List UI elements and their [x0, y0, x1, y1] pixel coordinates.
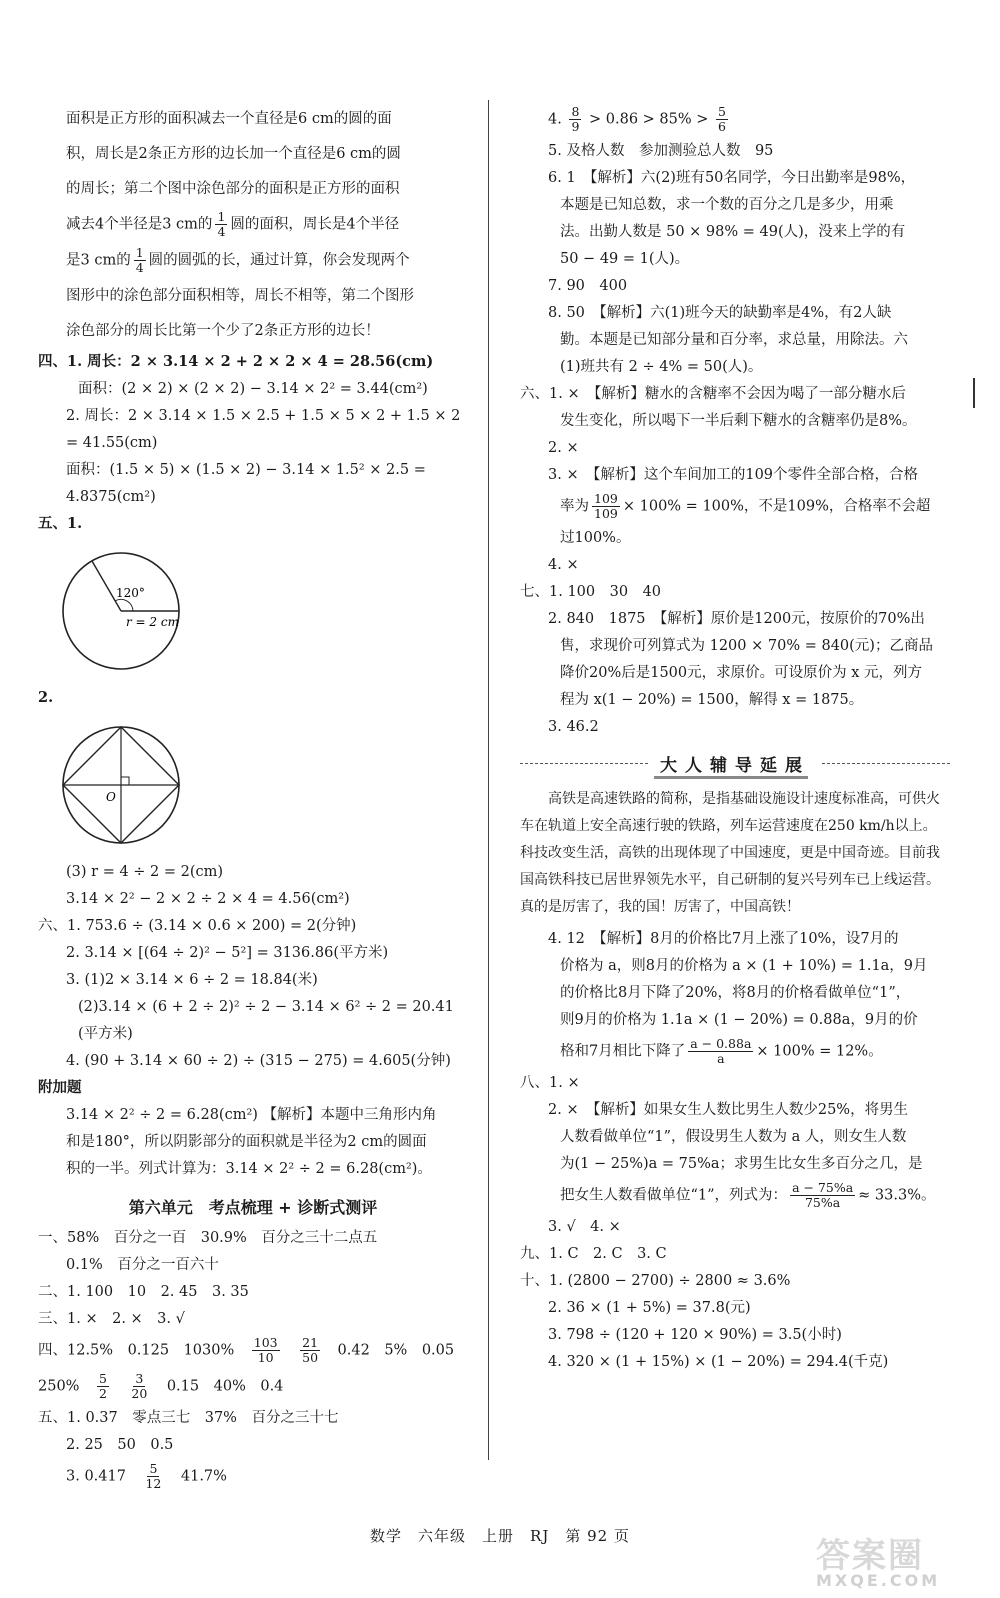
answer-line: 4. × [548, 557, 579, 573]
answer-line: 3. √ 4. × [548, 1219, 621, 1235]
answer-line: 售，求现价可列算式为 1200 × 70% = 840(元)；乙商品 [560, 638, 933, 654]
answer-line: 九、1. C 2. C 3. C [520, 1246, 667, 1262]
answer-line: 4. $\frac{8}{9}$ > 0.86 > 85% > $\frac{5}{6}$ [548, 104, 726, 134]
answer-line: 一、58% 百分之一百 30.9% 百分之三十二点五 [38, 1230, 378, 1246]
answer-line: 2. 3.14 × [(64 ÷ 2)² − 5²] = 3136.86(平方米) [66, 945, 389, 961]
answer-line: 过100%。 [560, 530, 631, 546]
dashed-rule [822, 763, 950, 764]
intro-line: 是3 cm的 $\frac{1}{4}$ 圆的圆弧的长，通过计算，你会发现两个 [66, 245, 410, 275]
watermark-text: 答案圈 [816, 1536, 924, 1576]
answer-line: 2. × [548, 440, 579, 456]
answer-line: 4. (90 + 3.14 × 60 ÷ 2) ÷ (315 − 275) = 4.605(分钟) [66, 1053, 451, 1069]
answer-line: 勤。本题是已知部分量和百分率，求总量，用除法。六 [560, 332, 908, 348]
center-label: O [106, 790, 116, 804]
answer-line: 面积：(2 × 2) × (2 × 2) − 3.14 × 2² = 3.44(cm²) [78, 381, 428, 397]
intro-line: 涂色部分的周长比第一个少了2条正方形的边长！ [66, 323, 380, 339]
fraction: $\frac{109}{109}$ [594, 491, 618, 521]
answer-line: = 41.55(cm) [66, 435, 158, 451]
answer-line: 四、12.5% 0.125 1030% $\frac{103}{10}$ $\frac{21}{50}$ 0.42 5% 0.05 [38, 1335, 455, 1365]
answer-line: 程为 x(1 − 20%) = 1500，解得 x = 1875。 [560, 692, 864, 708]
intro-line: 减去4个半径是3 cm的 $\frac{1}{4}$ 圆的面积，周长是4个半径 [66, 209, 400, 239]
answer-line: 0.1% 百分之一百六十 [66, 1257, 219, 1273]
fraction: $\frac{5}{12}$ [145, 1461, 162, 1491]
fraction: $\frac{5}{2}$ [98, 1371, 107, 1401]
left-column [38, 98, 468, 1498]
angle-label: 120° [116, 586, 145, 600]
margin-mark [973, 378, 975, 408]
answer-line: 50 − 49 = 1(人)。 [560, 251, 690, 267]
section-label: 附加题 [38, 1079, 82, 1096]
intro-line: 面积是正方形的面积减去一个直径是6 cm的圆的面 [66, 111, 392, 127]
fraction: $\frac{21}{50}$ [302, 1335, 319, 1365]
dashed-rule [520, 763, 648, 764]
column-divider [488, 100, 489, 1460]
box-header [520, 751, 950, 776]
answer-line: 4.8375(cm²) [66, 489, 156, 505]
answer-line: 8. 50 【解析】六(1)班今天的缺勤率是4%，有2人缺 [548, 305, 892, 321]
fraction: $\frac{a - 0.88a}{a}$ [690, 1036, 752, 1066]
right-column [520, 98, 950, 1379]
answer-line: 六、1. 753.6 ÷ (3.14 × 0.6 × 200) = 2(分钟) [38, 918, 357, 934]
answer-line: 2. 840 1875 【解析】原价是1200元，按原价的70%出 [548, 611, 925, 627]
answer-line: 3. × 【解析】这个车间加工的109个零件全部合格，合格 [548, 467, 919, 483]
answer-line: 法。出勤人数是 50 × 98% = 49(人)，没来上学的有 [560, 224, 906, 240]
answer-line: 面积：(1.5 × 5) × (1.5 × 2) − 3.14 × 1.5² × 2.5 = [66, 462, 426, 478]
circle-figure-2 [54, 715, 194, 855]
box-paragraph: 高铁是高速铁路的简称，是指基础设施设计速度标准高，可供火车在轨道上安全高速行驶的铁路，列车运营速度在250 km/h以上。科技改变生活，高铁的出现体现了中国速度，更是中国奇迹。目前我国高铁科技已居世界领先水平，自己研制的复兴号列车已上线运营。真的是厉害了，我的国！厉害了，中国高铁！ [520, 791, 940, 915]
watermark-logo [816, 1528, 986, 1588]
intro-line: 的周长；第二个图中涂色部分的面积是正方形的面积 [66, 181, 400, 197]
answer-line: 积的一半。列式计算为：3.14 × 2² ÷ 2 = 6.28(cm²)。 [66, 1161, 432, 1177]
answer-line: (3) r = 4 ÷ 2 = 2(cm) [66, 864, 224, 880]
answer-line: 七、1. 100 30 40 [520, 584, 662, 600]
box-title: 大人辅导延展 [648, 751, 822, 776]
answer-line: 4. 12 【解析】8月的价格比7月上涨了10%，设7月的 [548, 931, 899, 947]
page-footer: 数学 六年级 上册 RJ 第 92 页 [370, 1527, 630, 1545]
answer-line: 率为 $\frac{109}{109}$ × 100% = 100%，不是109%，合格率不会超 [560, 491, 931, 521]
answer-line: 价格为 a，则8月的价格为 a × (1 + 10%) = 1.1a，9月 [560, 958, 928, 974]
answer-line: 八、1. × [520, 1075, 580, 1091]
circle-figure-1 [54, 541, 194, 681]
answer-line: 2. 36 × (1 + 5%) = 37.8(元) [548, 1300, 751, 1316]
answer-line: 3. 798 ÷ (120 + 120 × 90%) = 3.5(小时) [548, 1327, 842, 1343]
answer-line: (1)班共有 2 ÷ 4% = 50(人)。 [560, 359, 763, 375]
answer-line: 二、1. 100 10 2. 45 3. 35 [38, 1284, 249, 1300]
answer-line: 7. 90 400 [548, 278, 628, 294]
answer-line: 和是180°，所以阴影部分的面积就是半径为2 cm的圆面 [66, 1134, 427, 1150]
answer-line: 3. (1)2 × 3.14 × 6 ÷ 2 = 18.84(米) [66, 972, 318, 988]
answer-line: 四、1. 周长：2 × 3.14 × 2 + 2 × 2 × 4 = 28.56(cm) [38, 353, 434, 370]
answer-line: 人数看做单位“1”，假设男生人数为 a 人，则女生人数 [560, 1129, 907, 1145]
intro-line: 图形中的涂色部分面积相等，周长不相等，第二个图形 [66, 288, 414, 304]
fraction: $\frac{103}{10}$ [253, 1335, 278, 1365]
answer-line: 把女生人数看做单位“1”，列式为： $\frac{a - 75\%a}{75\%a}$ ≈ 33.3%。 [560, 1180, 936, 1210]
answer-line: 2. × 【解析】如果女生人数比男生人数少25%，将男生 [548, 1102, 909, 1118]
answer-line: (平方米) [78, 1026, 133, 1042]
answer-line: 本题是已知总数，求一个数的百分之几是多少，用乘 [560, 197, 894, 213]
answer-line: 三、1. × 2. × 3. √ [38, 1311, 185, 1327]
fraction: $\frac{5}{6}$ [718, 104, 726, 134]
watermark-url: MXQE.COM [816, 1571, 941, 1590]
answer-line: 格和7月相比下降了 $\frac{a - 0.88a}{a}$ × 100% = 12%。 [560, 1036, 883, 1066]
answer-line: 2. 25 50 0.5 [66, 1437, 174, 1453]
answer-line: 4. 320 × (1 + 15%) × (1 − 20%) = 294.4(千克) [548, 1354, 889, 1370]
answer-line: 5. 及格人数 参加测验总人数 95 [548, 143, 774, 159]
answer-line: 6. 1 【解析】六(2)班有50名同学，今日出勤率是98%， [548, 170, 916, 186]
fraction: $\frac{3}{20}$ [131, 1371, 148, 1401]
section-label: 五、1. [38, 515, 83, 532]
answer-line: 的价格比8月下降了20%，将8月的价格看做单位“1”， [560, 985, 911, 1001]
answer-line: 十、1. (2800 − 2700) ÷ 2800 ≈ 3.6% [520, 1273, 791, 1289]
section-label: 2. [38, 689, 54, 706]
answer-line: 3. 0.417 $\frac{5}{12}$ 41.7% [66, 1461, 227, 1491]
answer-line: 为(1 − 25%)a = 75%a；求男生比女生多百分之几，是 [560, 1156, 923, 1172]
radius-label: r = 2 cm [126, 615, 179, 629]
answer-line: 发生变化，所以喝下一半后剩下糖水的含糖率仍是8%。 [560, 413, 917, 429]
answer-line: 2. 周长：2 × 3.14 × 1.5 × 2.5 + 1.5 × 5 × 2 + 1.5 × 2 [66, 408, 461, 424]
fraction: $\frac{8}{9}$ [571, 104, 580, 134]
fraction: $\frac{1}{4}$ [135, 245, 144, 275]
answer-line: 五、1. 0.37 零点三七 37% 百分之三十七 [38, 1410, 339, 1426]
answer-line: 则9月的价格为 1.1a × (1 − 20%) = 0.88a，9月的价 [560, 1012, 918, 1028]
answer-line: (2)3.14 × (6 + 2 ÷ 2)² ÷ 2 − 3.14 × 6² ÷ 2 = 20.41 [78, 999, 454, 1015]
answer-line: 六、1. × 【解析】糖水的含糖率不会因为喝了一部分糖水后 [520, 386, 906, 402]
answer-line: 3.14 × 2² − 2 × 2 ÷ 2 × 4 = 4.56(cm²) [66, 891, 350, 907]
fraction: $\frac{a - 75\%a}{75\%a}$ [792, 1180, 854, 1210]
intro-line: 积，周长是2条正方形的边长加一个直径是6 cm的圆 [66, 146, 401, 162]
unit-title: 第六单元 考点梳理 + 诊断式测评 [128, 1198, 378, 1217]
fraction: $\frac{1}{4}$ [217, 209, 226, 239]
answer-line: 降价20%后是1500元，求原价。可设原价为 x 元，列方 [560, 665, 923, 681]
answer-line: 250% $\frac{5}{2}$ $\frac{3}{20}$ 0.15 40% 0.4 [38, 1371, 284, 1401]
answer-line: 3. 46.2 [548, 719, 599, 735]
answer-line: 3.14 × 2² ÷ 2 = 6.28(cm²) 【解析】本题中三角形内角 [66, 1107, 437, 1123]
